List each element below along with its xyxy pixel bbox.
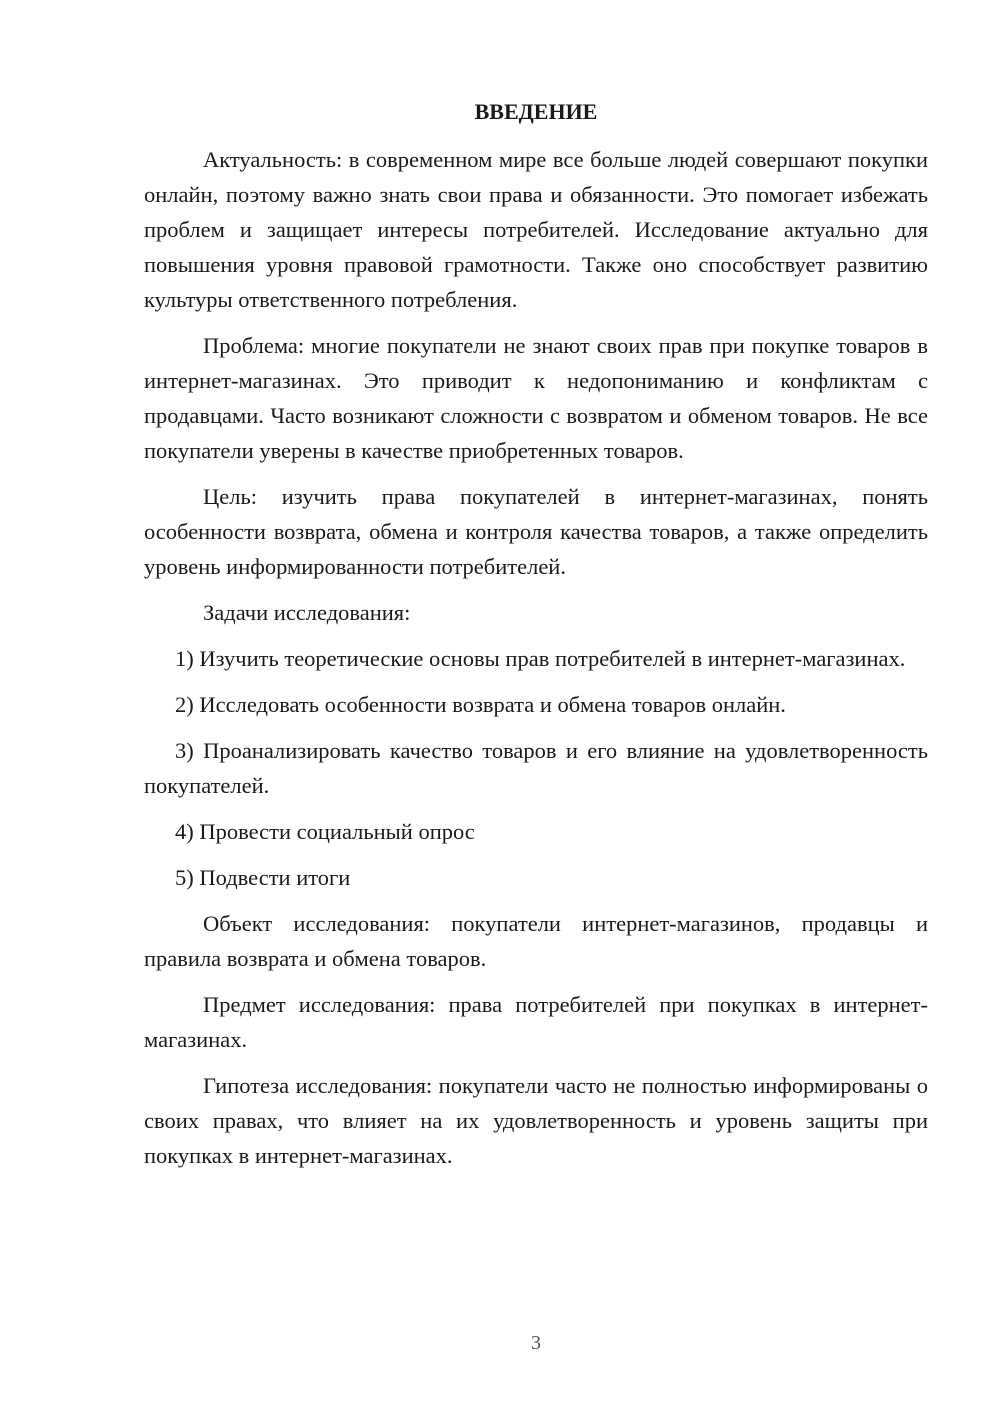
tasks-list: [144, 641, 928, 895]
page-content: [144, 97, 928, 1184]
subject-paragraph: Предмет исследования: права потребителей при покупках в интернет-магазинах.: [144, 992, 928, 1052]
object-paragraph: Объект исследования: покупатели интернет-магазинов, продавцы и правила возврата и обмена товаров.: [144, 911, 928, 971]
hypothesis-paragraph: Гипотеза исследования: покупатели часто не полностью информированы о своих правах, что влияет на их удовлетворенность и уровень защиты при покупках в интернет-магазинах.: [144, 1073, 928, 1168]
list-item: 3) Проанализировать качество товаров и его влияние на удовлетворенность покупателей.: [144, 738, 928, 798]
list-item: 5) Подвести итоги: [175, 865, 351, 890]
list-item: 4) Провести социальный опрос: [175, 819, 475, 844]
page-number: 3: [531, 1332, 541, 1354]
list-item: 1) Изучить теоретические основы прав потребителей в интернет-магазинах.: [175, 646, 906, 671]
tasks-heading: Задачи исследования:: [203, 600, 411, 625]
relevance-paragraph: Актуальность: в современном мире все больше людей совершают покупки онлайн, поэтому важно знать свои права и обязанности. Это помогает избежать проблем и защищает интересы потребителей. Исследование актуально для повышения уровня правовой грамотности. Также оно способствует развитию культуры ответственного потребления.: [144, 147, 928, 312]
list-item: 2) Исследовать особенности возврата и обмена товаров онлайн.: [175, 692, 786, 717]
page-title: ВВЕДЕНИЕ: [474, 99, 598, 124]
goal-paragraph: Цель: изучить права покупателей в интернет-магазинах, понять особенности возврата, обмена и контроля качества товаров, а также определить уровень информированности потребителей.: [144, 484, 928, 579]
problem-paragraph: Проблема: многие покупатели не знают своих прав при покупке товаров в интернет-магазинах. Это приводит к недопониманию и конфликтам с продавцами. Часто возникают сложности с возвратом и обменом товаров. Не все покупатели уверены в качестве приобретенных товаров.: [144, 333, 928, 463]
